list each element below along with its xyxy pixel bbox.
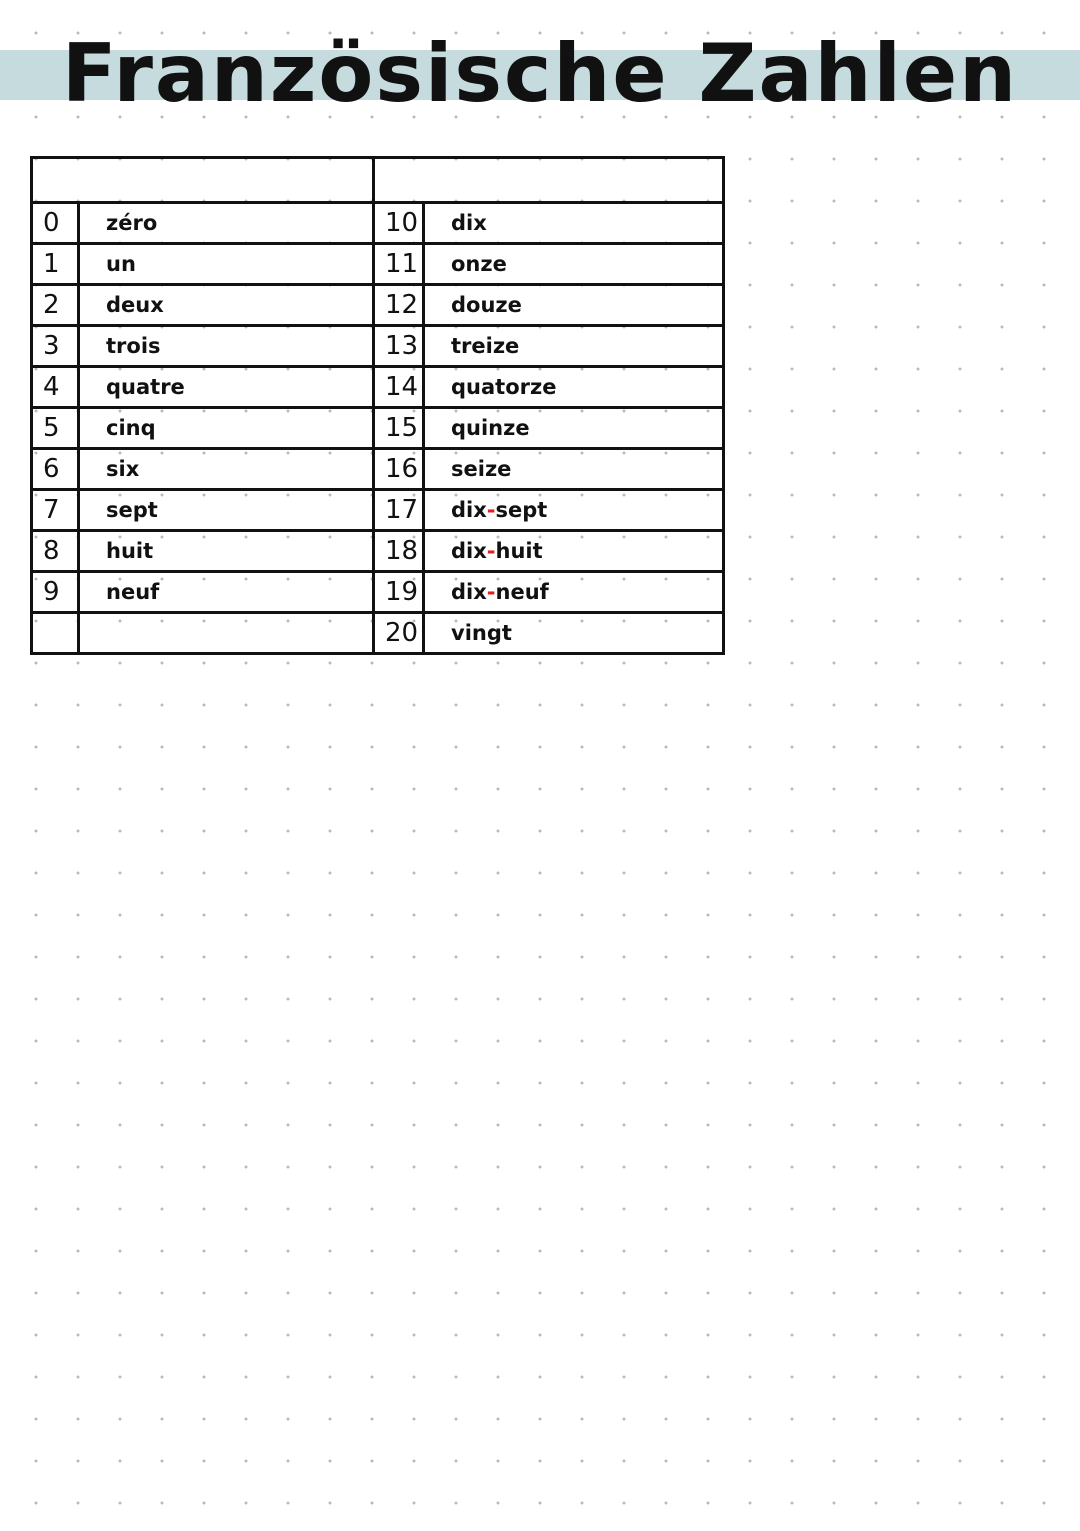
table-row [32, 613, 724, 654]
table-row [32, 367, 724, 408]
word-part: dix [451, 539, 487, 563]
word-cell: dix [424, 203, 724, 244]
number-cell: 9 [32, 572, 79, 613]
header-cell-left [32, 158, 374, 203]
word-cell: sept [79, 490, 374, 531]
number-cell: 4 [32, 367, 79, 408]
numbers-table-container [30, 156, 725, 655]
red-hyphen: - [486, 539, 496, 563]
word-cell: quinze [424, 408, 724, 449]
number-cell: 11 [374, 244, 424, 285]
number-cell: 13 [374, 326, 424, 367]
word-cell [424, 572, 724, 613]
word-part: dix [451, 498, 487, 522]
number-cell: 7 [32, 490, 79, 531]
word-cell: deux [79, 285, 374, 326]
word-cell: cinq [79, 408, 374, 449]
word-cell: quatre [79, 367, 374, 408]
table-row [32, 326, 724, 367]
number-cell: 18 [374, 531, 424, 572]
word-cell [424, 490, 724, 531]
table-row [32, 572, 724, 613]
number-cell: 17 [374, 490, 424, 531]
table-row [32, 449, 724, 490]
word-cell: zéro [79, 203, 374, 244]
red-hyphen: - [486, 580, 496, 604]
number-cell: 10 [374, 203, 424, 244]
number-cell [32, 613, 79, 654]
table-row [32, 531, 724, 572]
number-cell: 3 [32, 326, 79, 367]
word-cell: treize [424, 326, 724, 367]
number-cell: 15 [374, 408, 424, 449]
number-cell: 1 [32, 244, 79, 285]
red-hyphen: - [486, 498, 496, 522]
number-cell: 5 [32, 408, 79, 449]
word-cell: onze [424, 244, 724, 285]
number-cell: 19 [374, 572, 424, 613]
numbers-table [30, 156, 725, 655]
word-cell: neuf [79, 572, 374, 613]
number-cell: 16 [374, 449, 424, 490]
table-row [32, 244, 724, 285]
table-row [32, 203, 724, 244]
word-cell: huit [79, 531, 374, 572]
word-part: dix [451, 580, 487, 604]
word-cell: vingt [424, 613, 724, 654]
number-cell: 6 [32, 449, 79, 490]
number-cell: 2 [32, 285, 79, 326]
table-row [32, 285, 724, 326]
table-row [32, 408, 724, 449]
word-cell [79, 613, 374, 654]
word-part: sept [495, 498, 548, 522]
page-title: Französische Zahlen [61, 27, 1019, 120]
word-cell: quatorze [424, 367, 724, 408]
number-cell: 20 [374, 613, 424, 654]
number-cell: 14 [374, 367, 424, 408]
word-cell: douze [424, 285, 724, 326]
table-row [32, 490, 724, 531]
word-cell: seize [424, 449, 724, 490]
word-cell: six [79, 449, 374, 490]
number-cell: 8 [32, 531, 79, 572]
number-cell: 0 [32, 203, 79, 244]
word-part: neuf [495, 580, 549, 604]
word-cell: trois [79, 326, 374, 367]
word-cell [424, 531, 724, 572]
table-header-row [32, 158, 724, 203]
word-cell: un [79, 244, 374, 285]
header-cell-right [374, 158, 724, 203]
number-cell: 12 [374, 285, 424, 326]
word-part: huit [495, 539, 543, 563]
